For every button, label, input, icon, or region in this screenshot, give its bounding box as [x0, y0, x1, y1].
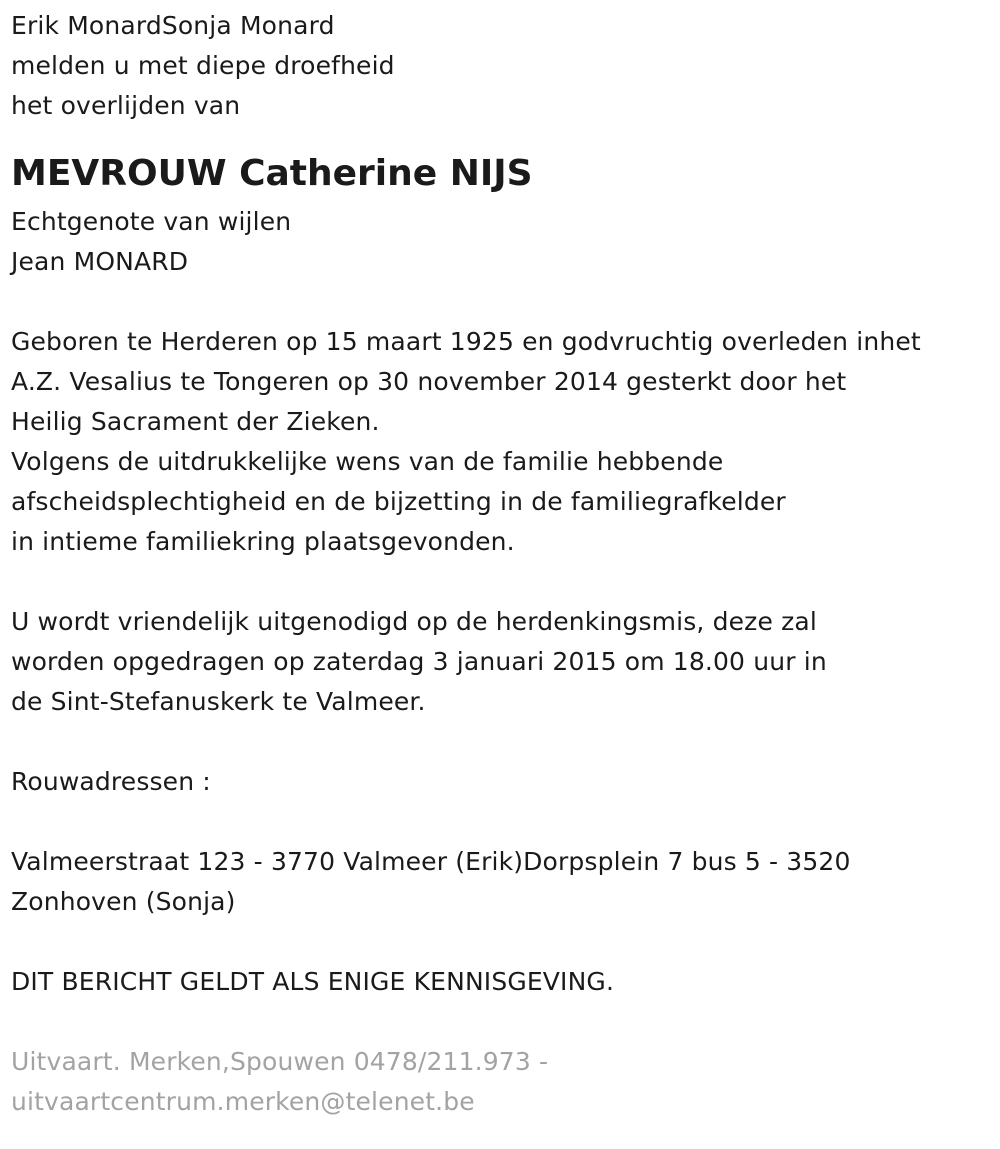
intro-line: melden u met diepe droefheid	[11, 51, 395, 80]
deceased-block	[11, 154, 991, 282]
funeral-home-footer	[11, 1042, 991, 1122]
spouse-line: Jean MONARD	[11, 247, 189, 276]
invitation-line: de Sint-Stefanuskerk te Valmeer.	[11, 687, 426, 716]
details-line: Heilig Sacrament der Zieken.	[11, 407, 380, 436]
footer-line: Uitvaart. Merken,Spouwen 0478/211.973 -	[11, 1047, 549, 1076]
intro-block	[11, 6, 991, 126]
addresses-block	[11, 762, 991, 922]
death-notice	[11, 6, 991, 1122]
invitation-line: worden opgedragen op zaterdag 3 januari 2015 om 18.00 uur in	[11, 647, 827, 676]
footer-email: uitvaartcentrum.merken@telenet.be	[11, 1087, 475, 1116]
details-line: Geboren te Herderen op 15 maart 1925 en godvruchtig overleden inhet	[11, 327, 921, 356]
addresses-heading: Rouwadressen :	[11, 767, 211, 796]
intro-line: Erik MonardSonja Monard	[11, 11, 335, 40]
invitation-block	[11, 602, 991, 722]
details-block	[11, 322, 991, 562]
deceased-name: MEVROUW Catherine NIJS	[11, 153, 533, 194]
notice-text: DIT BERICHT GELDT ALS ENIGE KENNISGEVING.	[11, 967, 615, 996]
details-line: A.Z. Vesalius te Tongeren op 30 november 2014 gesterkt door het	[11, 367, 847, 396]
intro-line: het overlijden van	[11, 91, 241, 120]
address-line: Zonhoven (Sonja)	[11, 887, 236, 916]
details-line: Volgens de uitdrukkelijke wens van de familie hebbende	[11, 447, 724, 476]
details-line: afscheidsplechtigheid en de bijzetting in de familiegrafkelder	[11, 487, 786, 516]
invitation-line: U wordt vriendelijk uitgenodigd op de herdenkingsmis, deze zal	[11, 607, 817, 636]
address-line: Valmeerstraat 123 - 3770 Valmeer (Erik)Dorpsplein 7 bus 5 - 3520	[11, 847, 851, 876]
details-line: in intieme familiekring plaatsgevonden.	[11, 527, 515, 556]
spouse-line: Echtgenote van wijlen	[11, 207, 292, 236]
